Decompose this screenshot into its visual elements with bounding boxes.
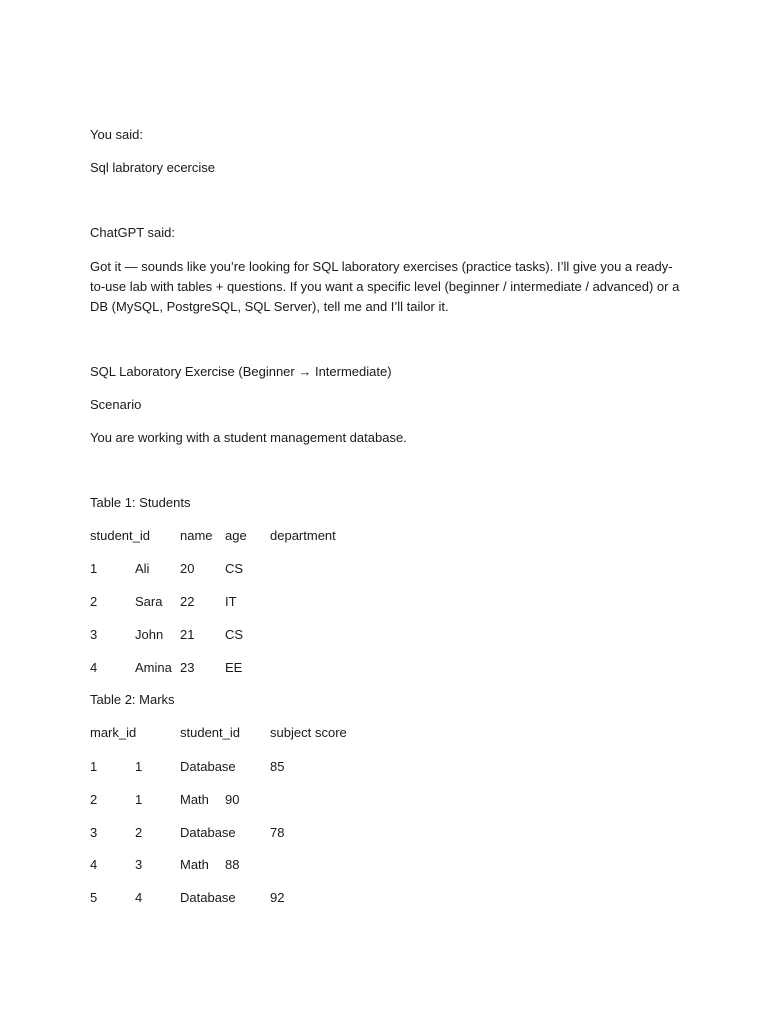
cell-department: CS (225, 627, 244, 642)
cell-age: 23 (180, 660, 195, 675)
cell-name: John (135, 627, 164, 642)
cell-score: 92 (270, 890, 285, 905)
marks-table-title: Table 2: Marks (90, 692, 175, 707)
header-score: score (315, 725, 347, 740)
header-name: name (180, 528, 213, 543)
cell-mark-id: 4 (90, 857, 98, 872)
cell-mark-id: 2 (90, 792, 98, 807)
user-message: Sql labratory ecercise (90, 160, 215, 175)
cell-subject: Math (180, 857, 209, 872)
assistant-intro: Got it — sounds like you’re looking for SQL laboratory exercises (practice tasks). I’ll give you a ready-to-use lab with tables + questions. If you want a specific level (beginner / intermediate / advanced) or a DB (MySQL, PostgreSQL, SQL Server), tell me and I’ll tailor it. (90, 259, 680, 314)
cell-age: 20 (180, 561, 195, 576)
header-subject: subject (270, 725, 312, 740)
cell-mark-id: 5 (90, 890, 98, 905)
cell-department: CS (225, 561, 244, 576)
cell-student-id: 3 (135, 857, 143, 872)
header-mark-id: mark_id (90, 725, 137, 740)
students-table-title: Table 1: Students (90, 495, 191, 510)
cell-score: 78 (270, 825, 285, 840)
cell-subject: Database (180, 825, 236, 840)
cell-student-id: 1 (90, 561, 98, 576)
cell-age: 21 (180, 627, 195, 642)
user-label: You said: (90, 127, 144, 142)
assistant-label: ChatGPT said: (90, 225, 176, 240)
header-age: age (225, 528, 247, 543)
cell-department: EE (225, 660, 243, 675)
cell-name: Sara (135, 594, 163, 609)
cell-score: 85 (270, 759, 285, 774)
cell-name: Amina (135, 660, 172, 675)
header-student-id: student_id (90, 528, 150, 543)
cell-student-id: 4 (90, 660, 98, 675)
cell-department: IT (225, 594, 237, 609)
cell-student-id: 2 (90, 594, 98, 609)
cell-student-id: 1 (135, 759, 143, 774)
cell-student-id: 3 (90, 627, 98, 642)
cell-subject: Database (180, 759, 236, 774)
cell-subject: Database (180, 890, 236, 905)
cell-student-id: 4 (135, 890, 143, 905)
exercise-title: SQL Laboratory Exercise (Beginner → Intermediate) (90, 364, 392, 379)
cell-student-id: 1 (135, 792, 143, 807)
header-department: department (270, 528, 336, 543)
cell-mark-id: 1 (90, 759, 98, 774)
cell-mark-id: 3 (90, 825, 98, 840)
scenario-heading: Scenario (90, 397, 142, 412)
header-student-id: student_id (180, 725, 240, 740)
cell-student-id: 2 (135, 825, 143, 840)
cell-subject: Math (180, 792, 209, 807)
cell-score: 88 (225, 857, 240, 872)
cell-age: 22 (180, 594, 195, 609)
scenario-text: You are working with a student management database. (90, 430, 407, 445)
cell-score: 90 (225, 792, 240, 807)
cell-name: Ali (135, 561, 150, 576)
